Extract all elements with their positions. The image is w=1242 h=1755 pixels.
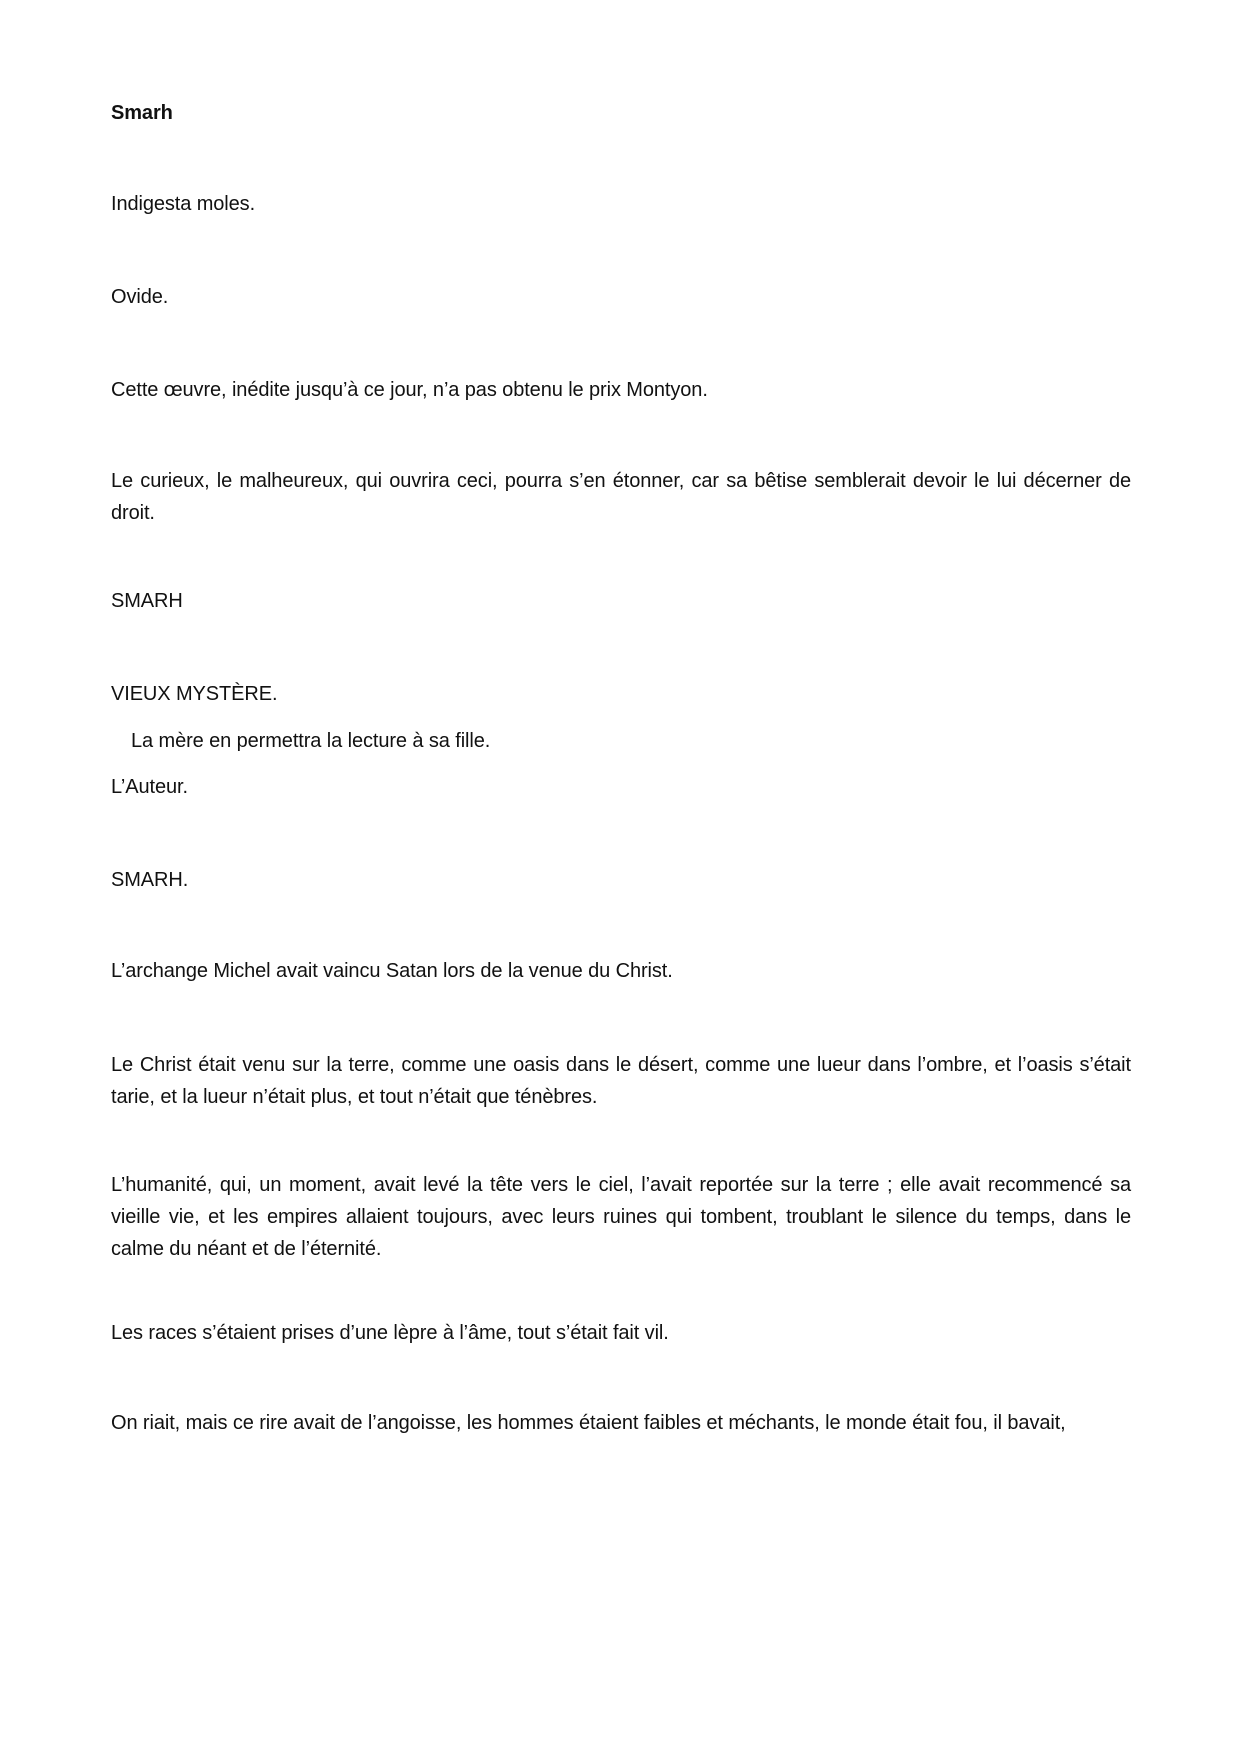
paragraph: Le Christ était venu sur la terre, comme une oasis dans le désert, comme une lueur dans l’ombre, et l’oasis s’était tarie, et la lueur n’était plus, et tout n’était que ténèbres. bbox=[111, 1054, 1131, 1108]
epigraph-author: Ovide. bbox=[111, 286, 169, 308]
epigraph-text: Indigesta moles. bbox=[111, 193, 256, 215]
paragraph: Cette œuvre, inédite jusqu’à ce jour, n’a pas obtenu le prix Montyon. bbox=[111, 379, 708, 401]
section-heading: SMARH bbox=[111, 590, 183, 612]
paragraph: Les races s’étaient prises d’une lèpre à l’âme, tout s’était fait vil. bbox=[111, 1322, 669, 1344]
paragraph: Le curieux, le malheureux, qui ouvrira ceci, pourra s’en étonner, car sa bêtise semblerait devoir le lui décerner de droit. bbox=[111, 470, 1131, 524]
document-title: Smarh bbox=[111, 102, 173, 124]
paragraph: L’archange Michel avait vaincu Satan lors de la venue du Christ. bbox=[111, 960, 673, 982]
author-signature: L’Auteur. bbox=[111, 776, 188, 798]
paragraph: On riait, mais ce rire avait de l’angoisse, les hommes étaient faibles et méchants, le monde était fou, il bavait, bbox=[111, 1412, 1066, 1434]
paragraph: L’humanité, qui, un moment, avait levé la tête vers le ciel, l’avait reportée sur la terre ; elle avait recommencé sa vieille vie, et les empires allaient toujours, avec leurs ruines qui tombent, troublant le silence du temps, dans le calme du néant et de l’éternité. bbox=[111, 1174, 1131, 1260]
chapter-heading: SMARH. bbox=[111, 869, 189, 891]
subtitle: VIEUX MYSTÈRE. bbox=[111, 683, 278, 705]
dedication: La mère en permettra la lecture à sa fille. bbox=[131, 730, 491, 752]
